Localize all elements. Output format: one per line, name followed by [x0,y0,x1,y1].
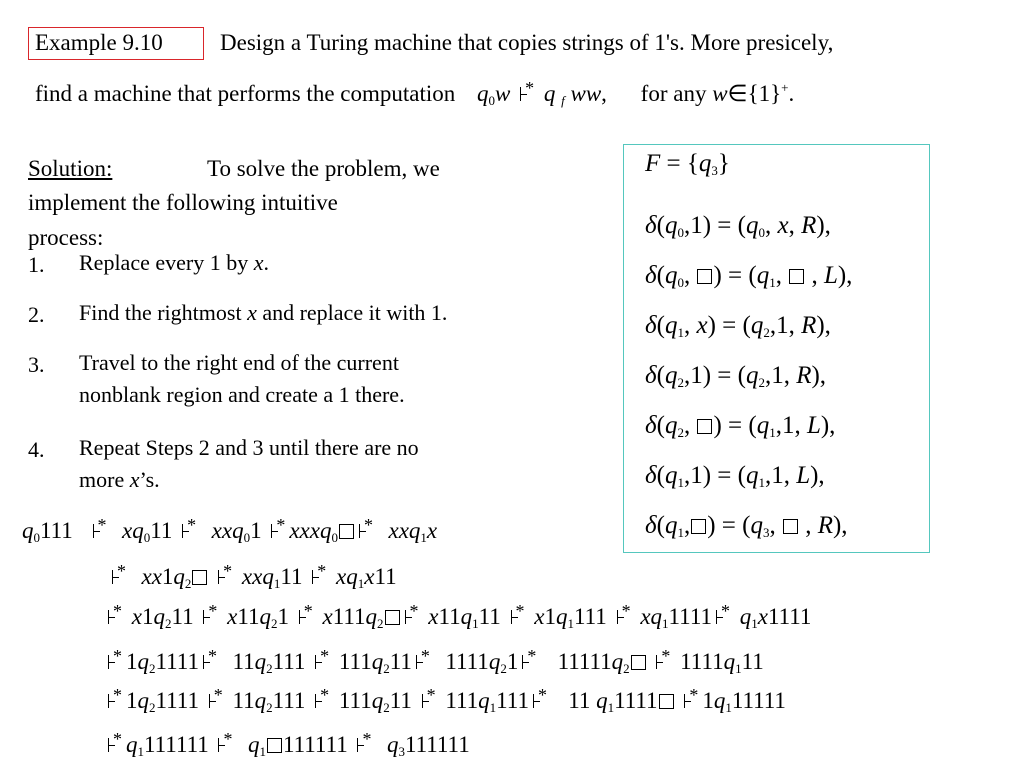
step-3-text: Travel to the right end of the current nonblank region and create a 1 there. [79,350,405,407]
transition-function-box [623,144,930,553]
transition-4: $\delta(q_2,1) = (q_2,1$, R), [645,362,827,390]
solution-intro-a: To solve the problem, we [207,156,440,181]
example-label: Example 9.10 [35,30,163,55]
step-2-text: Find the rightmost x and replace it with 1. [79,300,448,325]
step-2-number: 2. [28,302,45,327]
step-4-number: 4. [28,437,45,462]
transition-1: $\delta(q_0,1) = (q_0$, x, R), [645,212,831,240]
title-line-2-for-any: for any [640,81,707,106]
set-condition: w∈{1}+. [712,80,795,106]
trace-line-6: * $q_1111111$ * $q_1$ 111111 * $q_3111111$ [104,732,470,760]
yields-star-symbol: * [516,83,538,103]
solution-intro-b: implement the following intuitive [28,190,338,215]
trace-line-1: $q_0111$ * $xq_011$ * xxq$_0$1 * xxxq$_0$ * xxq$_1$x [22,515,438,545]
trace-line-3: * $x1q_211$ * $x11q_21$ * $x111q_2$ * $x11q_111$ * $x1q_1111$ * $xq_11111$ * $q_1x1111$ [104,604,811,632]
title-line-2 [35,80,794,109]
step-3-number: 3. [28,352,45,377]
transition-7: $\delta(q_1$, ) = ($q_3$, , R), [645,512,848,540]
trace-line-4: * $1q_21111$ * $11q_2111$ * $111q_211$ * $1111q_21$ * $11111q_2$ * $1111q_111$ [104,649,764,677]
computation-formula: $q_0w$ * q $_f$ ww, [477,78,607,108]
solution-label: Solution: [28,156,113,181]
solution-intro-c: process: [28,225,104,250]
title-line-2-text: find a machine that performs the computation [35,81,456,106]
title-line-1: Design a Turing machine that copies strings of 1's. More presicely, [220,30,834,55]
trace-line-5: * $1q_21111$ * $11q_2111$ * $111q_211$ * $111q_1111$ * 11 $q_11111$ * $1q_111111$ [104,688,786,716]
final-state-set: $F = \{q_3\}$ [645,150,730,178]
transition-3: $\delta(q_1$, $x) = (q_2,1$, R), [645,312,831,340]
step-1-text: Replace every 1 by x. [79,250,269,275]
step-1-number: 1. [28,252,45,277]
transition-5: $\delta(q_2$, ) = ($q_1,1$, L), [645,412,836,440]
step-4-text: Repeat Steps 2 and 3 until there are no more x’s. [79,435,419,492]
transition-6: $\delta(q_1,1) = (q_1,1$, L), [645,462,825,490]
transition-2: $\delta(q_0$, ) = ($q_1$, , L), [645,262,853,290]
trace-line-2: * $xx1q_2$ * xxq$_1$11 * $xq_1x11$ [108,564,397,592]
